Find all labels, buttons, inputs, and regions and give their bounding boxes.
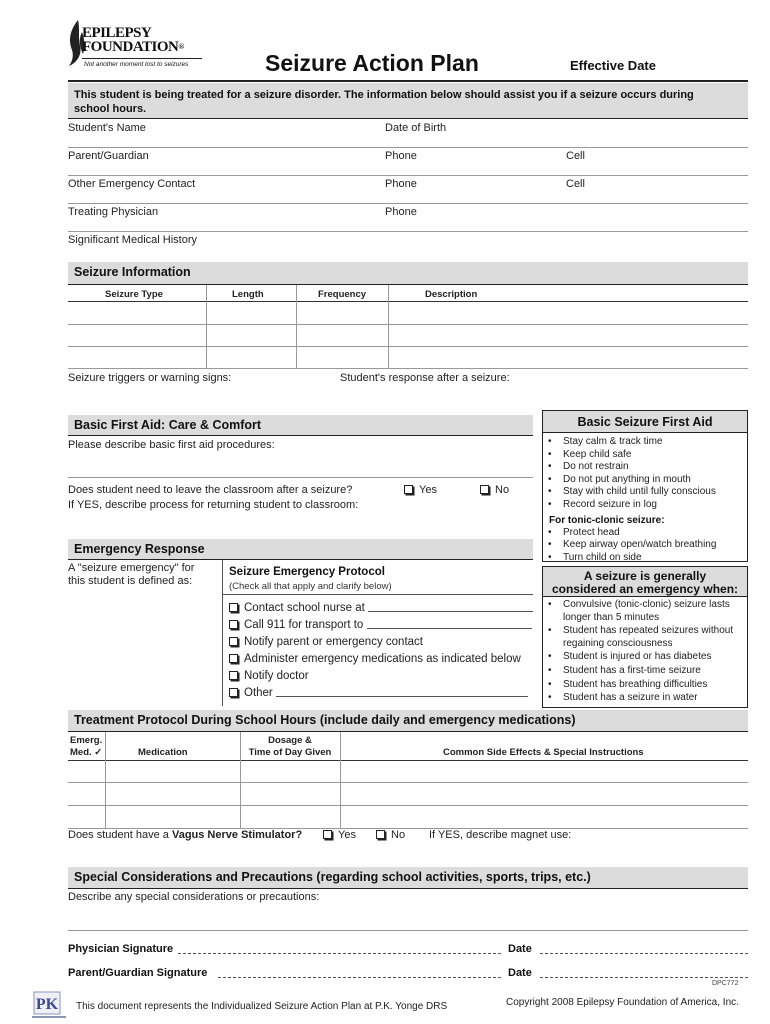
emergency-item: • Student has breathing difficulties <box>543 679 743 692</box>
protocol-notify-doctor[interactable] <box>229 668 533 685</box>
col-seizure-type: Seizure Type <box>105 289 163 300</box>
pk-yonge-logo <box>32 990 66 1020</box>
date2-label: Date <box>508 967 532 979</box>
parent-signature-label: Parent/Guardian Signature <box>68 967 208 979</box>
col-frequency: Frequency <box>318 289 367 300</box>
first-aid-heading: Basic First Aid: Care & Comfort <box>68 415 533 436</box>
col-dosage-line2: Time of Day Given <box>248 747 332 758</box>
defined-line1: A "seizure emergency" for <box>68 562 195 574</box>
treatment-row[interactable] <box>68 805 748 806</box>
copyright: Copyright 2008 Epilepsy Foundation of America, Inc. <box>506 997 739 1008</box>
yes-label: Yes <box>419 484 437 496</box>
checkbox-icon <box>376 830 385 839</box>
emergency-item: • Student has repeated seizures without regaining consciousness <box>543 625 743 650</box>
emergency-contact-line[interactable] <box>68 203 748 204</box>
protocol-nurse[interactable] <box>229 600 533 617</box>
special-line[interactable] <box>68 930 748 931</box>
checkbox-icon <box>404 485 413 494</box>
tonic-clonic-heading: For tonic-clonic seizure: <box>549 514 665 526</box>
phone2-label: Phone <box>385 178 417 190</box>
logo-tagline: Not another moment lost to seizures <box>84 61 189 68</box>
col-emerg-line1: Emerg. <box>70 735 103 746</box>
vns-magnet-label: If YES, describe magnet use: <box>429 829 572 841</box>
protocol-notify-parent[interactable] <box>229 634 533 651</box>
protocol-notify-parent-label: Notify parent or emergency contact <box>244 636 423 648</box>
seizure-row[interactable] <box>68 346 748 347</box>
emergency-item: • Student is injured or has diabetes <box>543 651 743 664</box>
protocol-911-label: Call 911 for transport to <box>244 619 364 631</box>
triggers-label: Seizure triggers or warning signs: <box>68 372 232 384</box>
col-emerg-line2: Med. ✓ <box>70 747 103 758</box>
physician-signature-label: Physician Signature <box>68 943 174 955</box>
emergency-defined-label <box>68 562 194 588</box>
first-aid-describe-label: Please describe basic first aid procedures: <box>68 439 275 451</box>
protocol-other-label: Other <box>244 687 273 699</box>
tonic-item: • Keep airway open/watch breathing <box>543 539 747 552</box>
parent-line[interactable] <box>68 175 748 176</box>
col-emerg <box>70 735 102 759</box>
col-length: Length <box>232 289 264 300</box>
emergency-item: • Student has a first-time seizure <box>543 665 743 678</box>
special-describe-label: Describe any special considerations or precautions: <box>68 891 320 903</box>
physician-line[interactable] <box>68 231 748 232</box>
vns-question <box>68 829 302 841</box>
dob-label: Date of Birth <box>385 122 447 134</box>
pk-logo-icon <box>32 990 66 1020</box>
aid-item: • Stay with child until fully conscious <box>543 486 747 499</box>
parent-signature-line[interactable] <box>218 977 501 978</box>
phone3-label: Phone <box>385 206 417 218</box>
leave-classroom-question: Does student need to leave the classroom after a seizure? <box>68 484 353 496</box>
cell2-label: Cell <box>566 178 585 190</box>
physician-label: Treating Physician <box>68 206 159 218</box>
aid-item: • Record seizure in log <box>543 499 747 512</box>
protocol-nurse-label: Contact school nurse at <box>244 602 365 614</box>
no-label: No <box>495 484 510 496</box>
protocol-911[interactable] <box>229 617 533 634</box>
vns-bold: Vagus Nerve Stimulator? <box>171 829 303 841</box>
tonic-item: • Turn child on side <box>543 552 747 565</box>
checkbox-icon <box>229 603 238 612</box>
checkbox-icon <box>480 485 489 494</box>
protocol-administer-label: Administer emergency medications as indicated below <box>244 653 521 665</box>
tonic-item: • Protect head <box>543 527 747 540</box>
emergency-when-line1: A seizure is generally <box>583 569 707 583</box>
protocol-administer[interactable] <box>229 651 533 668</box>
aid-item: • Do not put anything in mouth <box>543 474 747 487</box>
vns-no-checkbox[interactable] <box>376 829 405 841</box>
logo-line2: FOUNDATION <box>82 39 179 55</box>
emergency-response-heading: Emergency Response <box>68 539 533 560</box>
student-name-label: Student's Name <box>68 122 146 134</box>
basic-seizure-aid-heading: Basic Seizure First Aid <box>543 411 747 433</box>
aid-item: • Keep child safe <box>543 449 747 462</box>
leave-no-checkbox[interactable] <box>480 484 509 496</box>
treatment-row[interactable] <box>68 782 748 783</box>
return-process-label: If YES, describe process for returning student to classroom: <box>68 499 359 511</box>
response-label: Student's response after a seizure: <box>340 372 510 384</box>
protocol-other[interactable] <box>229 685 533 702</box>
checkbox-icon <box>229 654 238 663</box>
phone1-label: Phone <box>385 150 417 162</box>
date2-line[interactable] <box>540 977 748 978</box>
treatment-heading: Treatment Protocol During School Hours (include daily and emergency medications) <box>68 710 748 732</box>
date1-label: Date <box>508 943 532 955</box>
col-dosage <box>245 735 335 759</box>
vns-yes-checkbox[interactable] <box>323 829 356 841</box>
checkbox-icon <box>323 830 332 839</box>
checkbox-icon <box>229 671 238 680</box>
seizure-row[interactable] <box>68 324 748 325</box>
logo-reg: ® <box>178 42 184 51</box>
footer-note: This document represents the Individualized Seizure Action Plan at P.K. Yonge DRS <box>76 1001 448 1012</box>
aid-item: • Do not restrain <box>543 461 747 474</box>
col-description: Description <box>425 289 478 300</box>
svg-text:PK: PK <box>35 996 59 1013</box>
cell1-label: Cell <box>566 150 585 162</box>
protocol-notify-doctor-label: Notify doctor <box>244 670 309 682</box>
epilepsy-foundation-logo <box>66 16 206 74</box>
intro-text: This student is being treated for a seizure disorder. The information below should assist you if a seizure occurs during school hours. <box>74 89 694 115</box>
checkbox-icon <box>229 637 238 646</box>
checkbox-icon <box>229 688 238 697</box>
protocol-sub: (Check all that apply and clarify below) <box>229 581 392 592</box>
special-heading: Special Considerations and Precautions (regarding school activities, sports, trips, etc.) <box>68 867 748 889</box>
emergency-when-heading <box>543 567 747 597</box>
checkbox-icon <box>229 620 238 629</box>
emergency-when-line2: considered an emergency when: <box>551 582 739 596</box>
leave-yes-checkbox[interactable] <box>404 484 437 496</box>
intro-banner <box>68 83 748 119</box>
col-dosage-line1: Dosage & <box>268 735 312 746</box>
emergency-item: • Student has a seizure in water <box>543 692 743 705</box>
basic-seizure-aid-box <box>542 410 748 562</box>
parent-label: Parent/Guardian <box>68 150 149 162</box>
emergency-item: • Convulsive (tonic-clonic) seizure lasts longer than 5 minutes <box>543 599 743 624</box>
vns-no-label: No <box>391 829 406 841</box>
seizure-info-heading: Seizure Information <box>68 262 748 285</box>
logo-line1: EPILEPSY <box>82 25 152 41</box>
effective-date-label: Effective Date <box>570 58 656 73</box>
seizure-row[interactable] <box>68 368 748 369</box>
col-side-effects: Common Side Effects & Special Instructions <box>443 747 644 758</box>
emergency-contact-label: Other Emergency Contact <box>68 178 196 190</box>
page-title: Seizure Action Plan <box>265 50 479 76</box>
aid-item: • Stay calm & track time <box>543 436 747 449</box>
first-aid-line[interactable] <box>68 477 533 478</box>
vns-yes-label: Yes <box>338 829 356 841</box>
emergency-when-box <box>542 566 748 708</box>
defined-line2: this student is defined as: <box>68 575 193 587</box>
vns-prefix: Does student have a <box>68 829 172 841</box>
date1-line[interactable] <box>540 953 748 954</box>
protocol-heading: Seizure Emergency Protocol <box>229 566 385 578</box>
col-medication: Medication <box>138 747 188 758</box>
physician-signature-line[interactable] <box>178 953 501 954</box>
document-code: DPC772 <box>712 980 739 987</box>
medical-history-label: Significant Medical History <box>68 234 197 246</box>
student-name-line[interactable] <box>68 147 748 148</box>
